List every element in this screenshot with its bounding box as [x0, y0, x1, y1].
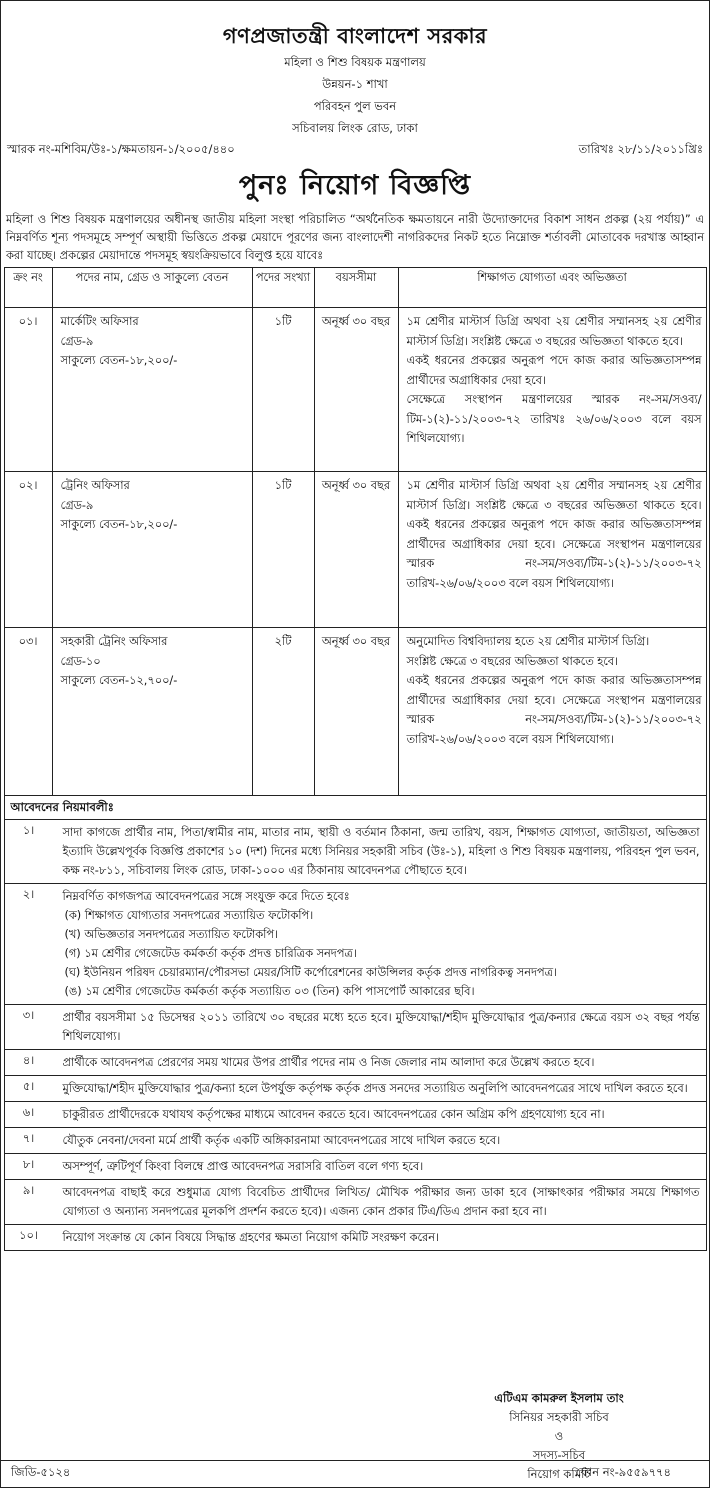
signatory-name: এটিএম কামরুল ইসলাম তাং	[494, 1391, 624, 1405]
qualification-text: সেক্ষেত্রে সংস্থাপন মন্ত্রণালয়ের স্মারক নং-সম/সওব্য/টিম-১(২)-১১/২০০৩-৭২ তারিখঃ ২৬/০৬/২০০৩ বলে বয়স শিথিলযোগ্য।	[406, 393, 702, 446]
col-qualification: শিক্ষাগত যোগ্যতা এবং অভিজ্ঞতা	[398, 268, 706, 308]
rule-text: মুক্তিযোদ্ধা/শহীদ মুক্তিযোদ্ধার পুত্র/কন্যা হলে উপর্যুক্ত কর্তৃপক্ষ কর্তৃক প্রদত্ত সনদের সত্যায়িত অনুলিপি আবেদনপত্রের সাথে দাখিল করতে হবে।	[62, 1081, 688, 1095]
qualification-text: একই ধরনের প্রকল্পের অনুরূপ পদে কাজ করার অভিজ্ঞতাসম্পন্ন প্রার্থীদের অগ্রাধিকার দেয়া হবে।	[406, 354, 702, 387]
rule-text: আবেদনপত্র বাছাই করে শুধুমাত্র যোগ্য বিবেচিত প্রার্থীদের লিখিত/ মৌখিক পরীক্ষার জন্য ডাকা হবে (সাক্ষাৎকার পরীক্ষার সময়ে শিক্ষাগত যোগ্যতা ও অন্যান্য সনদপত্রের মূলকপি প্রদর্শন করতে হবে)। এজন্য কোন প্রকার টিএ/ডিএ প্রদান করা হবে না।	[62, 1185, 700, 1218]
application-rules	[4, 796, 707, 1251]
table-row	[4, 628, 706, 796]
qualification-text: একই ধরনের প্রকল্পের অনুরূপ পদে কাজ করার অভিজ্ঞতাসম্পন্ন প্রার্থীদের অগ্রাধিকার দেয়া হবে। সেক্ষেত্রে সংস্থাপন মন্ত্রণালয়ের স্মারক নং-সম/সওব্য/টিম-১(২)-১১/২০০৩-৭২ তারিখ-২৬/০৬/২০০৩ বলে বয়স শিথিলযোগ্য।	[406, 674, 702, 746]
office-address: সচিবালয় লিংক রোড, ঢাকা	[292, 121, 418, 136]
col-age-limit: বয়সসীমা	[314, 268, 398, 308]
footer-divider	[1, 1460, 709, 1461]
rule-item	[5, 1153, 706, 1179]
table-row	[4, 308, 706, 472]
rule-text: সাদা কাগজে প্রার্থীর নাম, পিতা/স্বামীর নাম, মাতার নাম, স্থায়ী ও বর্তমান ঠিকানা, জন্ম তারিখ, বয়স, শিক্ষাগত যোগ্যতা, জাতীয়তা, অভিজ্ঞতা ইত্যাদি উল্লেখপূর্বক বিজ্ঞপ্তি প্রকাশের ১০ (দশ) দিনের মধ্যে সিনিয়র সহকারী সচিব (উঃ-১), মহিলা ও শিশু বিষয়ক মন্ত্রণালয়, পরিবহন পুল ভবন, কক্ষ নং-৮১১, সচিবালয় লিংক রোড, ঢাকা-১০০০ এর ঠিকানায় আবেদনপত্র পৌছাতে হবে।	[62, 825, 700, 877]
rule-item	[5, 1101, 706, 1127]
post-salary: সাকুল্যে বেতন-১৮,২০০/-	[60, 518, 178, 532]
rule-text: চাকুরীরত প্রার্থীদেরকে যথাযথ কর্তৃপক্ষের মাধ্যমে আবেদন করতে হবে। আবেদনপত্রের কোন অগ্রিম কপি গ্রহণযোগ্য হবে না।	[62, 1107, 605, 1121]
memo-number: স্মারক নং-মশিবিম/উঃ-১/ক্ষমতায়ন-১/২০০৫/৪৪০	[7, 142, 235, 157]
rule-item	[5, 1049, 706, 1075]
rule-number: ৫।	[22, 1079, 35, 1093]
intro-paragraph: মহিলা ও শিশু বিষয়ক মন্ত্রণালয়ের অধীনস্থ জাতীয় মহিলা সংস্থা পরিচালিত “অর্থনৈতিক ক্ষমতায়নে নারী উদ্যোক্তাদের বিকাশ সাধন প্রকল্প (২য় পর্যায়)” এ নিম্নবর্ণিত শূন্য পদসমূহে সম্পূর্ণ অস্থায়ী ভিত্তিতে প্রকল্প মেয়াদে পূরণের জন্য বাংলাদেশী নাগরিকদের নিকট হতে নিম্নোক্ত শর্তাবলী মোতাবেক দরখাস্ত আহ্বান করা যাচ্ছে। প্রকল্পের মেয়াদান্তে পদসমূহ স্বয়ংক্রিয়ভাবে বিলুপ্ত হয়ে যাবেঃ	[6, 213, 704, 263]
table-header-row	[4, 268, 706, 308]
qualification-cell	[398, 628, 706, 796]
rule-item	[5, 1224, 706, 1250]
document-item: (খ) অভিজ্ঞতার সনদপত্রের সত্যায়িত ফটোকপি।	[64, 927, 279, 941]
memo-row	[1, 141, 709, 158]
rule-number: ৪।	[22, 1053, 35, 1067]
rule-item	[5, 819, 706, 883]
signatory-committee: নিয়োগ কমিটি	[527, 1467, 591, 1481]
post-cell	[52, 472, 252, 628]
qualification-cell	[398, 308, 706, 472]
rule-item	[5, 1004, 706, 1049]
post-salary: সাকুল্যে বেতন-১৮,২০০/-	[60, 354, 178, 368]
rule-text: প্রার্থীকে আবেদনপত্র প্রেরণের সময় খামের উপর প্রার্থীর পদের নাম ও নিজ জেলার নাম আলাদা করে উল্লেখ করতে হবে।	[62, 1055, 595, 1069]
serial-cell: ০২।	[4, 472, 52, 628]
qualification-cell	[398, 472, 706, 628]
signatory-and: ও	[554, 1429, 564, 1443]
table-row	[4, 472, 706, 628]
rules-title: আবেদনের নিয়মাবলীঃ	[10, 800, 114, 815]
age-cell: অনূর্ধ্ব ৩০ বছর	[314, 472, 398, 628]
post-grade: গ্রেড-৯	[60, 498, 94, 512]
col-serial: ক্রং নং	[4, 268, 52, 308]
signatory-role: সদস্য-সচিব	[532, 1448, 586, 1462]
rule-number: ৮।	[22, 1157, 35, 1171]
age-cell: অনূর্ধ্ব ৩০ বছর	[314, 308, 398, 472]
rule-number: ২।	[22, 887, 35, 901]
serial-cell: ০৩।	[4, 628, 52, 796]
section-name: উন্নয়ন-১ শাখা	[322, 77, 388, 92]
post-salary: সাকুল্যে বেতন-১২,৭০০/-	[60, 674, 178, 688]
post-name: ট্রেনিং অফিসার	[60, 479, 130, 493]
qualification-text: অনুমোদিত বিশ্ববিদ্যালয় হতে ২য় শ্রেণীর মাস্টার্স ডিগ্রি।	[406, 635, 650, 649]
rule-number: ১০।	[19, 1228, 38, 1242]
notice-title: পুনঃ নিয়োগ বিজ্ঞপ্তি	[238, 170, 472, 202]
count-cell: ২টি	[252, 628, 314, 796]
rule-text: প্রার্থীর বয়সসীমা ১৫ ডিসেম্বর ২০১১ তারিখে ৩০ বছরের মধ্যে হতে হবে। মুক্তিযোদ্ধা/শহীদ মুক্তিযোদ্ধার পুত্র/কন্যার ক্ষেত্রে বয়স ৩২ বছর পর্যন্ত শিথিলযোগ্য।	[62, 1010, 700, 1043]
post-cell	[52, 628, 252, 796]
gd-number: জিডি-৫১২৪	[11, 1465, 71, 1480]
rule-item	[5, 883, 706, 1004]
post-name: মার্কেটিং অফিসার	[60, 315, 139, 329]
rule-number: ৭।	[22, 1131, 35, 1145]
document-item: (ঙ) ১ম শ্রেণীর গেজেটেড কর্মকর্তা কর্তৃক সত্যায়িত ০৩ (তিন) কপি পাসপোর্ট আকারের ছবি।	[64, 984, 475, 998]
rule-text-block	[53, 884, 706, 1004]
rule-item	[5, 1127, 706, 1153]
col-post-name: পদের নাম, গ্রেড ও সাকুল্যে বেতন	[52, 268, 252, 308]
phone-number: ফোন নং-৯৫৫৯৭৭৪	[575, 1465, 671, 1480]
qualification-text: ১ম শ্রেণীর মাস্টার্স ডিগ্রি অথবা ২য় শ্রেণীর সম্মানসহ ২য় শ্রেণীর মাস্টার্স ডিগ্রি। সংশ্লিষ্ট ক্ষেত্রে ৩ বছরের অভিজ্ঞতা থাকতে হবে। একই ধরনের প্রকল্পের অনুরূপ পদে কাজ করার অভিজ্ঞতাসম্পন্ন প্রার্থীদের অগ্রাধিকার দেয়া হবে। সেক্ষেত্রে সংস্থাপন মন্ত্রণালয়ের স্মারক নং-সম/সওব্য/টিম-১(২)-১১/২০০৩-৭২ তারিখ-২৬/০৬/২০০৩ বলে বয়স শিথিলযোগ্য।	[406, 479, 702, 590]
building-name: পরিবহন পুল ভবন	[313, 99, 397, 114]
qualification-text: ১ম শ্রেণীর মাস্টার্স ডিগ্রি অথবা ২য় শ্রেণীর সম্মানসহ ২য় শ্রেণীর মাস্টার্স ডিগ্রি। সংশ্লিষ্ট ক্ষেত্রে ৩ বছরের অভিজ্ঞতা থাকতে হবে।	[406, 315, 702, 348]
rule-text: নিয়োগ সংক্রান্ত যে কোন বিষয়ে সিদ্ধান্ত গ্রহণের ক্ষমতা নিয়োগ কমিটি সংরক্ষণ করেন।	[62, 1230, 440, 1244]
rule-number: ৯।	[22, 1183, 35, 1197]
signatory-designation: সিনিয়র সহকারী সচিব	[509, 1410, 609, 1424]
posts-table	[4, 267, 707, 796]
rule-text: অসম্পূর্ণ, ত্রুটিপূর্ণ কিংবা বিলম্বে প্রাপ্ত আবেদনপত্র সরাসরি বাতিল বলে গণ্য হবে।	[62, 1159, 424, 1173]
document-item: (গ) ১ম শ্রেণীর গেজেটেড কর্মকর্তা কর্তৃক প্রদত্ত চারিত্রিক সনদপত্র।	[64, 946, 357, 960]
serial-cell: ০১।	[4, 308, 52, 472]
rule-number: ৩।	[22, 1008, 35, 1022]
rule-number: ১।	[22, 823, 35, 837]
document-item: (ক) শিক্ষাগত যোগ্যতার সনদপত্রের সত্যায়িত ফটোকপি।	[64, 908, 314, 922]
count-cell: ১টি	[252, 472, 314, 628]
post-grade: গ্রেড-৯	[60, 334, 94, 348]
rule-number: ৬।	[22, 1105, 35, 1119]
rule-item	[5, 1075, 706, 1101]
post-cell	[52, 308, 252, 472]
count-cell: ১টি	[252, 308, 314, 472]
document-item: (ঘ) ইউনিয়ন পরিষদ চেয়ারম্যান/পৌরসভা মেয়র/সিটি কর্পোরেশনের কাউন্সিলর কর্তৃক প্রদত্ত নাগরিকত্ব সনদপত্র।	[64, 965, 557, 979]
post-name: সহকারী ট্রেনিং অফিসার	[60, 635, 168, 649]
government-title: গণপ্রজাতন্ত্রী বাংলাদেশ সরকার	[222, 24, 488, 48]
rule-text: নিম্নবর্ণিত কাগজপত্র আবেদনপত্রের সঙ্গে সংযুক্ত করে দিতে হবেঃ	[62, 889, 350, 903]
col-post-count: পদের সংখ্যা	[252, 268, 314, 308]
post-grade: গ্রেড-১০	[60, 654, 101, 668]
ministry-name: মহিলা ও শিশু বিষয়ক মন্ত্রণালয়	[284, 55, 426, 70]
qualification-text: সংশ্লিষ্ট ক্ষেত্রে ৩ বছরের অভিজ্ঞতা থাকতে হবে।	[406, 654, 619, 668]
rule-item	[5, 1179, 706, 1224]
header	[1, 21, 709, 139]
memo-date: তারিখঃ ২৮/১১/২০১১খ্রিঃ	[578, 142, 703, 157]
rule-text: যৌতুক নেবনা/দেবনা মর্মে প্রার্থী কর্তৃক একটি অঙ্গিকারনামা আবেদনপত্রের সাথে দাখিল করতে হবে।	[62, 1133, 501, 1147]
age-cell: অনূর্ধ্ব ৩০ বছর	[314, 628, 398, 796]
